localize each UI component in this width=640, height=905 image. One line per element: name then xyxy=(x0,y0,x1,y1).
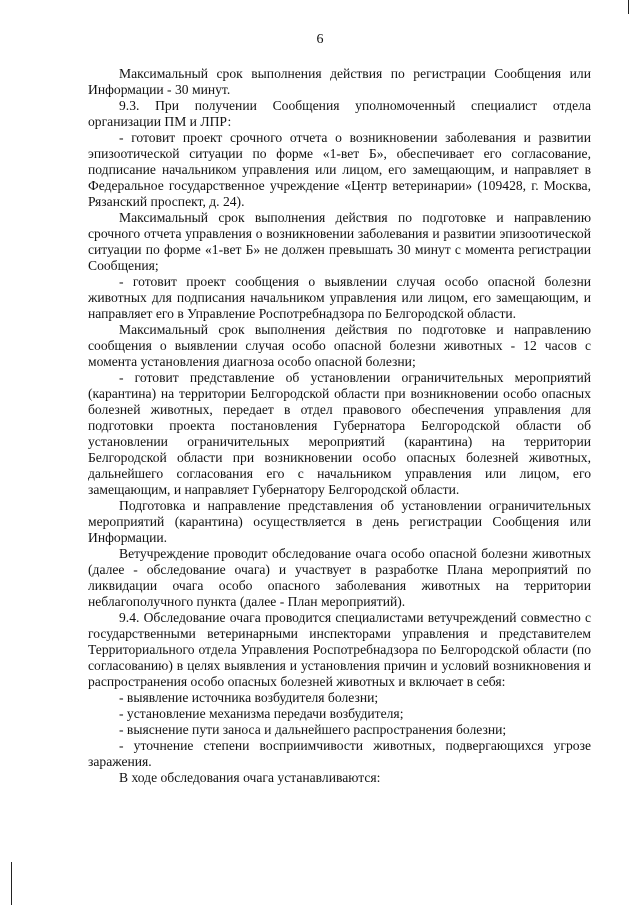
page-number: 6 xyxy=(316,32,324,47)
paragraph: - установление механизма передачи возбудителя; xyxy=(119,706,404,721)
paragraph: - готовит представление об установлении ограничительных мероприятий (карантина) на территории Белгородской области при возникновении особо опасных болезней животных, передает в отдел правового обеспечения управления для подготовки проекта постановления Губернатора Белгородской области об установлении ограничительных мероприятий (карантина) на территории Белгородской области при возникновении особо опасных болезней животных, дальнейшего согласования его с начальником управления или лицом, его замещающим, и направляет Губернатору Белгородской области. xyxy=(88,370,591,497)
paragraph: Подготовка и направление представления об установлении ограничительных мероприятий (карантина) осуществляется в день регистрации Сообщения или Информации. xyxy=(88,498,591,545)
paragraph: - выяснение пути заноса и дальнейшего распространения болезни; xyxy=(119,722,507,737)
document-body xyxy=(88,66,591,786)
paragraph: - выявление источника возбудителя болезни; xyxy=(119,690,379,705)
paragraph: 9.3. При получении Сообщения уполномоченный специалист отдела организации ПМ и ЛПР: xyxy=(88,98,591,129)
paragraph: Максимальный срок выполнения действия по подготовке и направлению срочного отчета управления о возникновении заболевания и развитии эпизоотической ситуации по форме «1-вет Б» не должен превышать 30 минут с момента регистрации Сообщения; xyxy=(88,210,591,273)
paragraph: Максимальный срок выполнения действия по регистрации Сообщения или Информации - 30 минут. xyxy=(88,66,591,97)
paragraph: Максимальный срок выполнения действия по подготовке и направлению сообщения о выявлении случая особо опасной болезни животных - 12 часов с момента установления диагноза особо опасной болезни; xyxy=(88,322,591,369)
scan-edge-mark xyxy=(11,862,12,905)
paragraph: - готовит проект срочного отчета о возникновении заболевания и развитии эпизоотической ситуации по форме «1-вет Б», обеспечивает его согласование, подписание начальником управления или лицом, его замещающим, и направляет в Федеральное государственное учреждение «Центр ветеринарии» (109428, г. Москва, Рязанский проспект, д. 24). xyxy=(88,130,591,209)
paragraph: - готовит проект сообщения о выявлении случая особо опасной болезни животных для подписания начальником управления или лицом, его замещающим, и направляет его в Управление Роспотребнадзора по Белгородской области. xyxy=(88,274,591,321)
paragraph: Ветучреждение проводит обследование очага особо опасной болезни животных (далее - обследование очага) и участвует в разработке Плана мероприятий по ликвидации очага особо опасного заболевания животных на территории неблагополучного пункта (далее - План мероприятий). xyxy=(88,546,591,609)
scan-edge-mark xyxy=(628,0,629,14)
paragraph: В ходе обследования очага устанавливаются: xyxy=(119,770,381,785)
paragraph: - уточнение степени восприимчивости животных, подвергающихся угрозе заражения. xyxy=(88,738,591,769)
paragraph: 9.4. Обследование очага проводится специалистами ветучреждений совместно с государственными ветеринарными инспекторами управления и представителем Территориального отдела Управления Роспотребнадзора по Белгородской области (по согласованию) в целях выявления и установления причин и условий возникновения и распространения особо опасных болезней животных и включает в себя: xyxy=(88,610,591,689)
